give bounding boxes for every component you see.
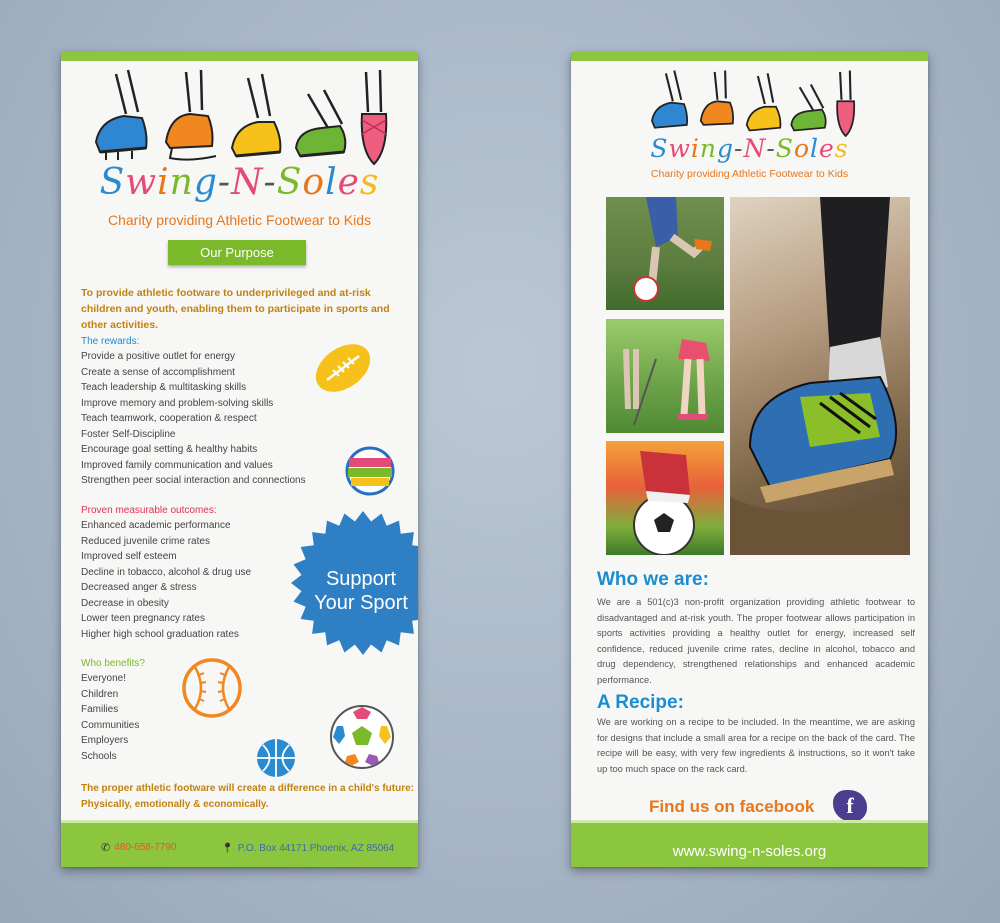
list-item: Everyone! bbox=[81, 673, 127, 684]
recipe-heading: A Recipe: bbox=[597, 692, 684, 713]
rack-card-back bbox=[571, 52, 928, 867]
baseball-icon bbox=[181, 657, 243, 719]
closing-statement: The proper athletic footware will create a difference in a child's future: Physically, emotionally & economically. bbox=[81, 783, 415, 810]
list-item: Reduced juvenile crime rates bbox=[81, 535, 210, 547]
soccer-ball-icon bbox=[329, 704, 395, 770]
shoes-logo-icon bbox=[645, 66, 861, 142]
list-item: Strengthen peer social interaction and connections bbox=[81, 475, 306, 486]
list-item: Improved self esteem bbox=[81, 551, 177, 562]
top-accent-bar bbox=[61, 52, 418, 61]
list-item: Foster Self-Discipline bbox=[81, 428, 176, 440]
list-item: Provide a positive outlet for energy bbox=[81, 351, 235, 362]
top-accent-bar bbox=[571, 52, 928, 61]
benefits-list bbox=[81, 671, 139, 764]
list-item: Communities bbox=[81, 719, 140, 731]
facebook-link[interactable]: Find us on facebook bbox=[649, 797, 815, 816]
list-item: Decreased anger & stress bbox=[81, 582, 197, 593]
rewards-list bbox=[81, 349, 306, 489]
phone-number: 480-658-7790 bbox=[114, 842, 177, 853]
recipe-body: We are working on a recipe to be included. In the meantime, we are asking for designs that include a small area for a recipe on the back of the card. The recipe will be easy, with very few ingredients & instructions, so it won't take up too much space on the rack card. bbox=[597, 717, 915, 774]
volleyball-icon bbox=[345, 446, 395, 496]
football-icon bbox=[311, 338, 375, 398]
list-item: Encourage goal setting & healthy habits bbox=[81, 444, 258, 455]
facebook-icon[interactable]: f bbox=[833, 790, 867, 822]
website-bar bbox=[571, 820, 928, 867]
our-purpose-button[interactable]: Our Purpose bbox=[168, 240, 306, 265]
who-we-are-body: We are a 501(c)3 non-profit organization providing athletic footwear to disadvantaged and at-risk youth. The proper footwear allows participation in sports activities providing a healthy outlet for energy, increased self confidence, reduced juvenile crime rates, decline in alcohol, tobacco and drug dependency, strengthened relationships and enhanced academic performance. bbox=[597, 597, 915, 685]
brand-name: Swing-N-Soles bbox=[650, 134, 849, 163]
list-item: Create a sense of accomplishment bbox=[81, 366, 235, 378]
tagline: Charity providing Athletic Footwear to Kids bbox=[650, 168, 849, 180]
list-item: Enhanced academic performance bbox=[81, 520, 231, 531]
list-item: Children bbox=[81, 688, 119, 700]
benefits-heading: Who benefits? bbox=[81, 658, 145, 669]
rewards-heading: The rewards: bbox=[81, 336, 140, 347]
list-item: Decline in tobacco, alcohol & drug use bbox=[81, 566, 252, 578]
photo-golf-putt bbox=[606, 319, 724, 433]
address-contact bbox=[221, 843, 394, 854]
list-item: Improve memory and problem-solving skills bbox=[81, 397, 274, 409]
outcomes-list bbox=[81, 518, 251, 642]
who-we-are-heading: Who we are: bbox=[597, 569, 709, 590]
list-item: Improved family communication and values bbox=[81, 459, 273, 471]
rack-card-front bbox=[61, 52, 418, 867]
support-badge-text: Support Your Sport bbox=[314, 568, 408, 614]
contact-bar bbox=[61, 820, 418, 867]
mission-statement: To provide athletic footware to underprivileged and at-risk children and youth, enabling them to participate in sports and other activities. bbox=[81, 287, 390, 331]
list-item: Teach leadership & multitasking skills bbox=[81, 382, 247, 393]
list-item: Families bbox=[81, 704, 119, 715]
website-url[interactable]: www.swing-n-soles.org bbox=[672, 843, 827, 860]
brand-name: Swing-N-Soles bbox=[99, 162, 380, 203]
phone-contact[interactable] bbox=[101, 841, 177, 854]
location-pin-icon: 📍︎ bbox=[221, 843, 234, 854]
mailing-address: P.O. Box 44171 Phoenix, AZ 85064 bbox=[237, 843, 395, 854]
photo-hiking-shoe bbox=[730, 197, 910, 555]
phone-icon: ✆ bbox=[101, 842, 111, 854]
photo-soccer-kick bbox=[606, 197, 724, 310]
shoes-logo-icon bbox=[86, 64, 396, 172]
tagline: Charity providing Athletic Footwear to Kids bbox=[107, 212, 371, 228]
list-item: Schools bbox=[81, 750, 117, 762]
list-item: Teach teamwork, cooperation & respect bbox=[81, 413, 257, 424]
basketball-icon bbox=[255, 737, 297, 779]
list-item: Employers bbox=[81, 735, 129, 746]
list-item: Higher high school graduation rates bbox=[81, 628, 239, 640]
list-item: Decrease in obesity bbox=[81, 597, 169, 609]
photo-soccer-ball-sunset bbox=[606, 441, 724, 555]
outcomes-heading: Proven measurable outcomes: bbox=[81, 505, 217, 516]
list-item: Lower teen pregnancy rates bbox=[81, 613, 205, 624]
